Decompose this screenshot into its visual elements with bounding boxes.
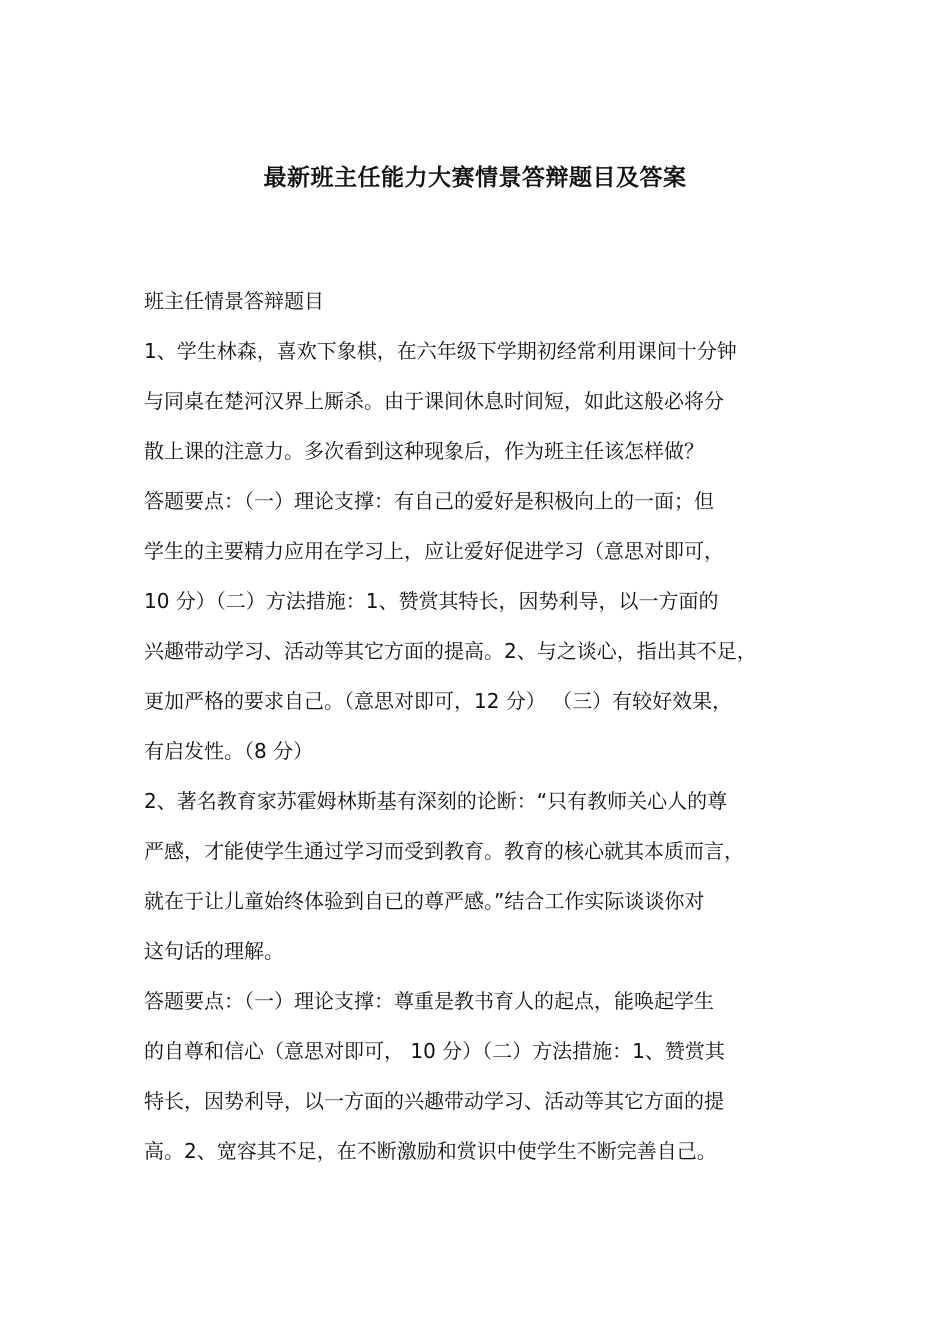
paragraph-line: 高。2、宽容其不足，在不断激励和赏识中使学生不断完善自己。 [144, 1139, 717, 1163]
paragraph-line: 的自尊和信心（意思对即可， 10 分）（二）方法措施：1、赞赏其 [144, 1039, 725, 1063]
paragraph-line: 有启发性。（8 分） [144, 739, 314, 763]
paragraph-line: 兴趣带动学习、活动等其它方面的提高。2、与之谈心，指出其不足， [144, 639, 757, 663]
paragraph-line: 答题要点：（一）理论支撑：尊重是教书育人的起点，能唤起学生 [144, 989, 714, 1013]
paragraph-line: 学生的主要精力应用在学习上，应让爱好促进学习（意思对即可， [144, 539, 724, 563]
paragraph-line: 答题要点：（一）理论支撑：有自己的爱好是积极向上的一面；但 [144, 489, 714, 513]
paragraph-line: 2、著名教育家苏霍姆林斯基有深刻的论断：“只有教师关心人的尊 [144, 789, 728, 813]
paragraph-line: 10 分）（二）方法措施：1、赞赏其特长，因势利导，以一方面的 [144, 589, 719, 613]
document-title: 最新班主任能力大赛情景答辩题目及答案 [263, 165, 687, 191]
paragraph-line: 散上课的注意力。多次看到这种现象后，作为班主任该怎样做？ [144, 439, 704, 463]
paragraph-line: 特长，因势利导，以一方面的兴趣带动学习、活动等其它方面的提 [144, 1089, 724, 1113]
paragraph-line: 严感，才能使学生通过学习而受到教育。教育的核心就其本质而言， [144, 839, 744, 863]
paragraph-line: 与同桌在楚河汉界上厮杀。由于课间休息时间短，如此这般必将分 [144, 389, 724, 413]
paragraph-line: 更加严格的要求自己。（意思对即可，12 分） （三）有较好效果， [144, 689, 733, 713]
paragraph-line: 就在于让儿童始终体验到自已的尊严感。”结合工作实际谈谈你对 [144, 889, 705, 913]
paragraph-line: 1、学生林森，喜欢下象棋，在六年级下学期初经常利用课间十分钟 [144, 339, 737, 363]
paragraph-line: 这句话的理解。 [144, 939, 284, 963]
section-heading: 班主任情景答辩题目 [144, 289, 324, 313]
document-body [144, 284, 830, 1184]
